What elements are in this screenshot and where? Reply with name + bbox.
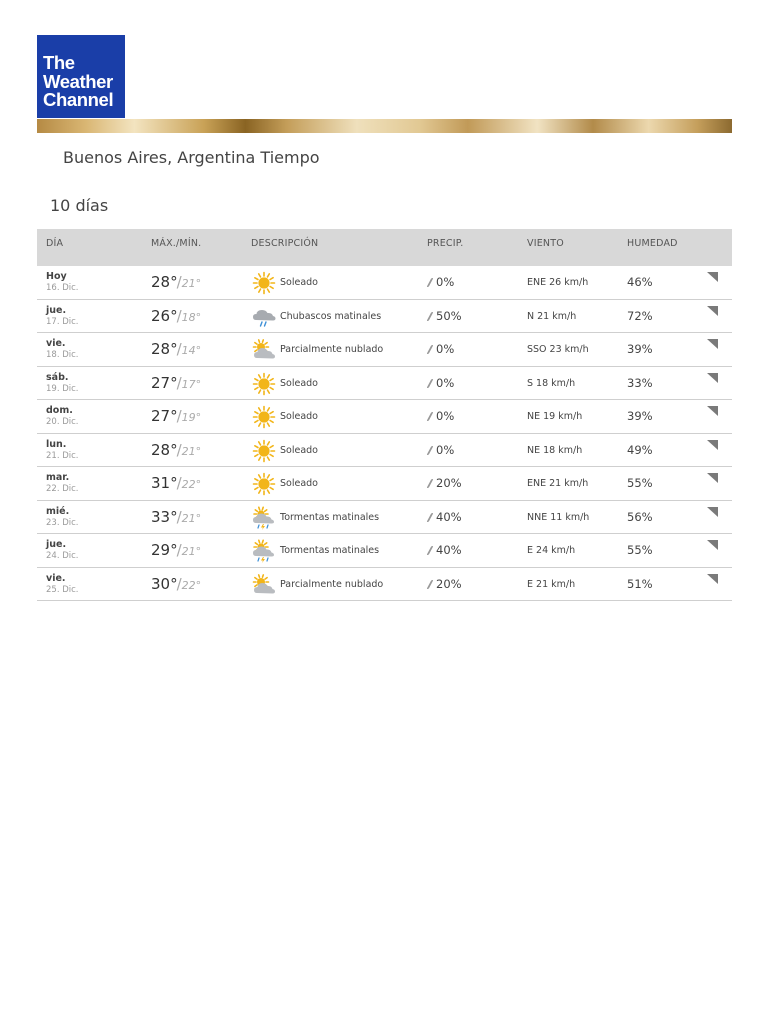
temperature — [151, 473, 201, 492]
max-temp: 29° — [151, 541, 178, 559]
thunderstorm-icon — [251, 539, 277, 563]
precipitation — [429, 275, 454, 289]
location-title: Buenos Aires, Argentina Tiempo — [63, 148, 320, 167]
forecast-row[interactable] — [37, 568, 732, 602]
raindrop-icon — [427, 513, 434, 522]
date-label: 24. Dic. — [46, 551, 79, 561]
date-label: 17. Dic. — [46, 316, 79, 327]
humidity: 51% — [627, 576, 653, 591]
humidity: 49% — [627, 442, 653, 457]
header-humidity: HUMEDAD — [627, 238, 678, 249]
sunny-icon — [251, 472, 277, 496]
max-temp: 33° — [151, 507, 178, 526]
weather-description: Soleado — [280, 444, 318, 456]
date-label: 25. Dic. — [46, 584, 79, 595]
partly-cloudy-icon — [251, 338, 277, 362]
day-label: Hoy — [46, 271, 67, 282]
expand-row-icon[interactable] — [707, 540, 718, 550]
thunderstorm-icon — [251, 506, 277, 530]
day-label: jue. — [46, 539, 67, 550]
table-body — [37, 266, 732, 601]
temp-separator: / — [176, 407, 182, 425]
precipitation-value: 0% — [436, 342, 455, 356]
precipitation-value: 0% — [436, 375, 455, 390]
humidity: 39% — [627, 342, 653, 356]
precipitation — [429, 409, 454, 423]
day-label: sáb. — [46, 371, 69, 383]
forecast-row[interactable] — [37, 434, 732, 468]
expand-row-icon[interactable] — [707, 306, 718, 316]
temp-separator: / — [176, 340, 182, 358]
min-temp: 22° — [181, 578, 202, 592]
precipitation — [429, 309, 462, 323]
weather-description: Soleado — [280, 277, 318, 288]
precipitation-value: 20% — [436, 476, 462, 490]
precipitation — [429, 376, 454, 390]
precipitation — [429, 476, 462, 490]
logo-line-3: Channel — [43, 89, 114, 110]
min-temp: 18° — [181, 310, 202, 324]
raindrop-icon — [427, 278, 434, 287]
humidity: 55% — [627, 543, 653, 557]
logo-line-2: Weather — [43, 70, 113, 92]
min-temp: 22° — [181, 478, 202, 491]
date-label: 22. Dic. — [46, 484, 79, 494]
sunny-icon — [251, 372, 277, 396]
max-temp: 30° — [151, 574, 178, 593]
humidity: 39% — [627, 409, 653, 423]
temperature — [151, 306, 201, 325]
expand-row-icon[interactable] — [707, 574, 718, 584]
raindrop-icon — [427, 345, 434, 354]
temperature — [151, 339, 201, 358]
raindrop-icon — [427, 479, 434, 488]
weather-description: Tormentas matinales — [280, 511, 380, 523]
date-label: 20. Dic. — [46, 417, 79, 427]
expand-row-icon[interactable] — [707, 507, 718, 517]
logo-line-1: The — [43, 52, 75, 73]
expand-row-icon[interactable] — [707, 339, 718, 349]
expand-row-icon[interactable] — [707, 440, 718, 450]
forecast-row[interactable] — [37, 300, 732, 334]
min-temp: 21° — [181, 277, 202, 290]
temp-separator: / — [176, 474, 182, 492]
min-temp: 19° — [181, 411, 202, 424]
forecast-table — [37, 229, 732, 601]
temp-separator: / — [176, 273, 182, 291]
date-label: 23. Dic. — [46, 517, 79, 528]
max-temp: 31° — [151, 474, 178, 492]
date-label: 16. Dic. — [46, 283, 79, 293]
forecast-row[interactable] — [37, 400, 732, 434]
forecast-row[interactable] — [37, 501, 732, 535]
raindrop-icon — [427, 546, 434, 555]
temp-separator: / — [176, 306, 182, 325]
temp-separator: / — [176, 541, 182, 559]
precipitation — [429, 577, 462, 591]
date-label: 18. Dic. — [46, 350, 79, 360]
temperature — [151, 540, 201, 559]
raindrop-icon — [427, 446, 434, 455]
temp-separator: / — [176, 440, 182, 459]
precipitation-value: 20% — [436, 576, 462, 591]
wind: ENE 26 km/h — [527, 277, 589, 288]
raindrop-icon — [427, 412, 434, 421]
expand-row-icon[interactable] — [707, 473, 718, 483]
showers-icon — [251, 305, 277, 329]
temperature — [151, 574, 201, 593]
date-label: 19. Dic. — [46, 383, 79, 394]
wind: NNE 11 km/h — [527, 511, 590, 523]
precipitation — [429, 342, 454, 356]
precipitation-value: 50% — [436, 308, 462, 323]
raindrop-icon — [427, 580, 434, 589]
temperature — [151, 373, 201, 392]
max-temp: 28° — [151, 440, 178, 459]
forecast-row[interactable] — [37, 367, 732, 401]
weather-description: Parcialmente nublado — [280, 344, 384, 355]
header-precip: PRECIP. — [427, 238, 464, 249]
wind: N 21 km/h — [527, 310, 577, 322]
min-temp: 17° — [181, 377, 202, 391]
day-label: mar. — [46, 472, 70, 483]
precipitation — [429, 510, 462, 524]
forecast-row[interactable] — [37, 467, 732, 501]
max-temp: 27° — [151, 407, 178, 425]
expand-row-icon[interactable] — [707, 373, 718, 383]
min-temp: 21° — [181, 545, 202, 558]
precipitation-value: 0% — [436, 275, 455, 289]
weather-description: Tormentas matinales — [280, 545, 380, 556]
max-temp: 26° — [151, 306, 178, 325]
wind: S 18 km/h — [527, 377, 576, 389]
precipitation — [429, 543, 462, 557]
header-wind: VIENTO — [527, 238, 564, 249]
weather-description: Soleado — [280, 377, 318, 389]
wind: E 21 km/h — [527, 578, 576, 590]
precipitation-value: 0% — [436, 409, 455, 423]
wind: ENE 21 km/h — [527, 478, 589, 489]
wind: NE 19 km/h — [527, 411, 583, 422]
precipitation-value: 40% — [436, 543, 462, 557]
temperature — [151, 507, 201, 526]
forecast-row[interactable] — [37, 266, 732, 300]
temperature — [151, 440, 201, 459]
temp-separator: / — [176, 574, 182, 593]
decorative-gold-banner — [37, 119, 732, 133]
weather-description: Chubascos matinales — [280, 310, 382, 322]
expand-row-icon[interactable] — [707, 406, 718, 416]
max-temp: 28° — [151, 340, 178, 358]
raindrop-icon — [427, 312, 434, 321]
sunny-icon — [251, 405, 277, 429]
max-temp: 28° — [151, 273, 178, 291]
weather-description: Soleado — [280, 411, 318, 422]
humidity: 33% — [627, 375, 653, 390]
forecast-row[interactable] — [37, 333, 732, 367]
day-label: vie. — [46, 572, 66, 584]
precipitation-value: 40% — [436, 509, 462, 524]
header-desc: DESCRIPCIÓN — [251, 238, 319, 249]
day-label: mié. — [46, 505, 70, 517]
weather-description: Parcialmente nublado — [280, 578, 384, 590]
expand-row-icon[interactable] — [707, 272, 718, 282]
min-temp: 21° — [181, 444, 202, 458]
day-label: jue. — [46, 304, 67, 316]
wind: E 24 km/h — [527, 545, 576, 556]
day-label: lun. — [46, 438, 67, 450]
date-label: 21. Dic. — [46, 450, 79, 461]
header-temp: MÁX./MÍN. — [151, 238, 202, 249]
temp-separator: / — [176, 507, 182, 526]
humidity: 46% — [627, 275, 653, 289]
temp-separator: / — [176, 373, 182, 392]
min-temp: 21° — [181, 511, 202, 525]
humidity: 55% — [627, 476, 653, 490]
humidity: 72% — [627, 308, 653, 323]
wind: NE 18 km/h — [527, 444, 583, 456]
max-temp: 27° — [151, 373, 178, 392]
raindrop-icon — [427, 379, 434, 388]
temperature — [151, 272, 201, 291]
sunny-icon — [251, 271, 277, 295]
header-day: DÍA — [46, 238, 64, 249]
humidity: 56% — [627, 509, 653, 524]
sunny-icon — [251, 439, 277, 463]
table-header — [37, 229, 732, 266]
weather-channel-logo[interactable] — [37, 35, 125, 118]
precipitation-value: 0% — [436, 442, 455, 457]
partly-cloudy-icon — [251, 573, 277, 597]
min-temp: 14° — [181, 344, 202, 357]
section-title: 10 días — [50, 196, 109, 215]
wind: SSO 23 km/h — [527, 344, 589, 355]
forecast-row[interactable] — [37, 534, 732, 568]
temperature — [151, 406, 201, 425]
day-label: dom. — [46, 405, 73, 416]
day-label: vie. — [46, 338, 66, 349]
precipitation — [429, 443, 454, 457]
weather-description: Soleado — [280, 478, 318, 489]
